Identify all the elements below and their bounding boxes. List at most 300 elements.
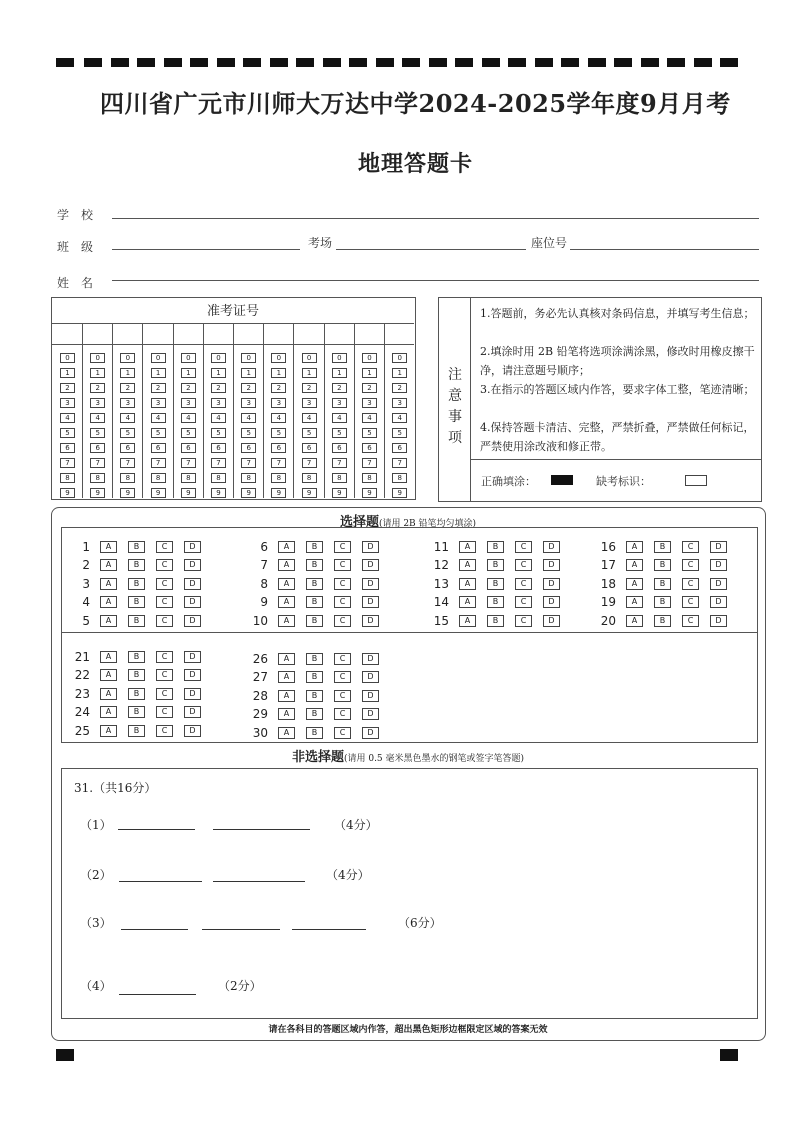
option-bubble[interactable]: D [543, 596, 560, 608]
digit-bubble[interactable]: 7 [151, 458, 166, 468]
question-number: 25 [74, 723, 90, 738]
digit-bubble[interactable]: 2 [211, 383, 226, 393]
option-bubble[interactable]: A [100, 651, 117, 663]
dash-mark [323, 58, 341, 67]
option-bubble[interactable]: C [515, 596, 532, 608]
option-bubble[interactable]: A [100, 578, 117, 590]
option-bubble[interactable]: A [278, 559, 295, 571]
option-bubble[interactable]: B [487, 559, 504, 571]
digit-bubble[interactable]: 8 [271, 473, 286, 483]
divider [470, 298, 471, 501]
option-bubble[interactable]: A [626, 541, 643, 553]
digit-bubble[interactable]: 9 [271, 488, 286, 498]
digit-bubble[interactable]: 5 [271, 428, 286, 438]
option-bubble[interactable]: D [184, 669, 201, 681]
option-bubble[interactable]: B [306, 541, 323, 553]
option-bubble[interactable]: A [459, 541, 476, 553]
digit-bubble[interactable]: 8 [241, 473, 256, 483]
option-bubble[interactable]: B [128, 615, 145, 627]
option-bubble[interactable]: D [710, 578, 727, 590]
digit-bubble[interactable]: 1 [332, 368, 347, 378]
digit-bubble[interactable]: 1 [271, 368, 286, 378]
digit-bubble[interactable]: 0 [120, 353, 135, 363]
digit-bubble[interactable]: 9 [60, 488, 75, 498]
option-bubble[interactable]: A [278, 541, 295, 553]
registration-mark [56, 1049, 74, 1061]
option-bubble[interactable]: B [654, 596, 671, 608]
admission-digit-write-cell[interactable] [384, 324, 414, 345]
option-bubble[interactable]: D [362, 671, 379, 683]
option-bubble[interactable]: C [334, 653, 351, 665]
digit-bubble[interactable]: 7 [362, 458, 377, 468]
option-bubble[interactable]: D [184, 688, 201, 700]
digit-bubble[interactable]: 8 [332, 473, 347, 483]
option-bubble[interactable]: C [334, 578, 351, 590]
digit-bubble[interactable]: 0 [181, 353, 196, 363]
option-bubble[interactable]: C [515, 578, 532, 590]
option-bubble[interactable]: B [306, 653, 323, 665]
option-bubble[interactable]: C [156, 559, 173, 571]
answer-blank[interactable] [202, 929, 280, 930]
page-subtitle: 地理答题卡 [358, 151, 474, 177]
digit-bubble[interactable]: 1 [120, 368, 135, 378]
option-bubble[interactable]: B [306, 727, 323, 739]
digit-bubble[interactable]: 2 [241, 383, 256, 393]
class-field[interactable] [112, 249, 300, 250]
option-bubble[interactable]: C [156, 706, 173, 718]
seat-field[interactable] [570, 249, 759, 250]
digit-bubble[interactable]: 3 [120, 398, 135, 408]
option-bubble[interactable]: A [278, 690, 295, 702]
digit-bubble[interactable]: 5 [151, 428, 166, 438]
option-bubble[interactable]: A [278, 671, 295, 683]
option-bubble[interactable]: D [710, 559, 727, 571]
digit-bubble[interactable]: 6 [392, 443, 407, 453]
option-bubble[interactable]: D [184, 725, 201, 737]
option-bubble[interactable]: A [100, 669, 117, 681]
answer-blank[interactable] [119, 881, 202, 882]
digit-bubble[interactable]: 4 [151, 413, 166, 423]
digit-bubble[interactable]: 3 [241, 398, 256, 408]
digit-bubble[interactable]: 6 [151, 443, 166, 453]
digit-bubble[interactable]: 2 [90, 383, 105, 393]
question-number: 27 [252, 670, 268, 685]
digit-bubble[interactable]: 5 [362, 428, 377, 438]
choice-hint: (请用 2B 铅笔均匀填涂) [378, 519, 477, 529]
answer-blank[interactable] [119, 994, 196, 995]
admission-digit-write-cell[interactable] [112, 324, 142, 345]
digit-bubble[interactable]: 0 [332, 353, 347, 363]
option-bubble[interactable]: B [128, 596, 145, 608]
digit-bubble[interactable]: 6 [120, 443, 135, 453]
option-bubble[interactable]: B [128, 669, 145, 681]
option-bubble[interactable]: A [278, 615, 295, 627]
digit-bubble[interactable]: 8 [211, 473, 226, 483]
option-bubble[interactable]: D [710, 596, 727, 608]
choice-question-row [66, 720, 212, 738]
digit-bubble[interactable]: 8 [302, 473, 317, 483]
option-bubble[interactable]: C [334, 596, 351, 608]
digit-bubble[interactable]: 6 [60, 443, 75, 453]
option-bubble[interactable]: B [128, 688, 145, 700]
option-bubble[interactable]: C [156, 669, 173, 681]
option-bubble[interactable]: A [100, 541, 117, 553]
digit-bubble[interactable]: 7 [181, 458, 196, 468]
option-bubble[interactable]: A [278, 708, 295, 720]
option-bubble[interactable]: B [306, 708, 323, 720]
name-field[interactable] [112, 280, 759, 281]
digit-bubble[interactable]: 4 [332, 413, 347, 423]
option-bubble[interactable]: B [306, 596, 323, 608]
digit-bubble[interactable]: 4 [60, 413, 75, 423]
digit-bubble[interactable]: 5 [302, 428, 317, 438]
dash-mark [482, 58, 500, 67]
digit-bubble[interactable]: 1 [241, 368, 256, 378]
digit-bubble[interactable]: 6 [241, 443, 256, 453]
digit-bubble[interactable]: 6 [90, 443, 105, 453]
digit-bubble[interactable]: 2 [362, 383, 377, 393]
digit-bubble[interactable]: 3 [362, 398, 377, 408]
option-bubble[interactable]: C [682, 578, 699, 590]
digit-bubble[interactable]: 9 [181, 488, 196, 498]
absent-label: 缺考标识： [596, 475, 651, 488]
digit-bubble[interactable]: 1 [362, 368, 377, 378]
digit-bubble[interactable]: 3 [332, 398, 347, 408]
choice-question-row [66, 665, 212, 683]
digit-bubble[interactable]: 9 [332, 488, 347, 498]
option-bubble[interactable]: B [654, 578, 671, 590]
option-bubble[interactable]: B [306, 671, 323, 683]
registration-mark [720, 1049, 738, 1061]
option-bubble[interactable]: D [184, 596, 201, 608]
option-bubble[interactable]: B [654, 541, 671, 553]
digit-bubble[interactable]: 9 [211, 488, 226, 498]
option-bubble[interactable]: A [459, 559, 476, 571]
digit-bubble[interactable]: 1 [181, 368, 196, 378]
option-bubble[interactable]: A [100, 688, 117, 700]
option-bubble[interactable]: D [362, 653, 379, 665]
option-bubble[interactable]: D [362, 708, 379, 720]
option-bubble[interactable]: C [515, 615, 532, 627]
option-bubble[interactable]: B [654, 615, 671, 627]
option-bubble[interactable]: B [128, 541, 145, 553]
option-bubble[interactable]: A [626, 615, 643, 627]
digit-bubble[interactable]: 4 [241, 413, 256, 423]
digit-bubble[interactable]: 5 [332, 428, 347, 438]
admission-digit-write-cell[interactable] [52, 324, 82, 345]
digit-bubble[interactable]: 0 [151, 353, 166, 363]
option-bubble[interactable]: C [682, 559, 699, 571]
option-bubble[interactable]: D [710, 615, 727, 627]
option-bubble[interactable]: C [334, 690, 351, 702]
digit-bubble[interactable]: 9 [151, 488, 166, 498]
digit-bubble[interactable]: 1 [90, 368, 105, 378]
option-bubble[interactable]: B [487, 578, 504, 590]
option-bubble[interactable]: B [128, 651, 145, 663]
digit-bubble[interactable]: 5 [211, 428, 226, 438]
dash-mark [614, 58, 632, 67]
digit-bubble[interactable]: 4 [362, 413, 377, 423]
digit-bubble[interactable]: 5 [120, 428, 135, 438]
option-bubble[interactable]: A [626, 596, 643, 608]
option-bubble[interactable]: C [515, 541, 532, 553]
digit-bubble[interactable]: 0 [392, 353, 407, 363]
option-bubble[interactable]: A [459, 596, 476, 608]
digit-bubble[interactable]: 1 [151, 368, 166, 378]
answer-blank[interactable] [292, 929, 366, 930]
digit-bubble[interactable]: 5 [181, 428, 196, 438]
option-bubble[interactable]: D [184, 615, 201, 627]
option-bubble[interactable]: A [100, 559, 117, 571]
digit-bubble[interactable]: 8 [392, 473, 407, 483]
digit-bubble[interactable]: 3 [60, 398, 75, 408]
option-bubble[interactable]: C [515, 559, 532, 571]
option-bubble[interactable]: A [100, 596, 117, 608]
choice-question-row [244, 573, 390, 591]
option-bubble[interactable]: C [334, 727, 351, 739]
option-bubble[interactable]: B [487, 615, 504, 627]
digit-bubble[interactable]: 2 [271, 383, 286, 393]
admission-digit-write-cell[interactable] [173, 324, 203, 345]
digit-bubble[interactable]: 8 [151, 473, 166, 483]
digit-bubble[interactable]: 4 [392, 413, 407, 423]
question-number: 16 [600, 539, 616, 554]
option-bubble[interactable]: B [306, 690, 323, 702]
answer-blank[interactable] [121, 929, 188, 930]
digit-bubble[interactable]: 8 [90, 473, 105, 483]
choice-question-row [425, 573, 571, 591]
option-bubble[interactable]: D [362, 541, 379, 553]
option-bubble[interactable]: D [543, 541, 560, 553]
digit-bubble[interactable]: 4 [302, 413, 317, 423]
option-bubble[interactable]: D [362, 596, 379, 608]
option-bubble[interactable]: D [362, 559, 379, 571]
option-bubble[interactable]: C [156, 725, 173, 737]
option-bubble[interactable]: A [459, 578, 476, 590]
digit-bubble[interactable]: 6 [211, 443, 226, 453]
option-bubble[interactable]: B [487, 596, 504, 608]
option-bubble[interactable]: D [184, 578, 201, 590]
digit-bubble[interactable]: 8 [120, 473, 135, 483]
option-bubble[interactable]: C [156, 541, 173, 553]
question-number: 6 [260, 539, 268, 554]
option-bubble[interactable]: C [156, 688, 173, 700]
digit-bubble[interactable]: 6 [271, 443, 286, 453]
admission-digit-write-cell[interactable] [82, 324, 112, 345]
option-bubble[interactable]: D [543, 559, 560, 571]
digit-bubble[interactable]: 1 [211, 368, 226, 378]
digit-bubble[interactable]: 7 [332, 458, 347, 468]
digit-bubble[interactable]: 5 [392, 428, 407, 438]
choice-question-row [66, 646, 212, 664]
option-bubble[interactable]: D [362, 578, 379, 590]
digit-bubble[interactable]: 2 [60, 383, 75, 393]
option-bubble[interactable]: C [334, 559, 351, 571]
digit-bubble[interactable]: 2 [151, 383, 166, 393]
dash-mark [164, 58, 182, 67]
dash-mark [190, 58, 208, 67]
digit-bubble[interactable]: 7 [302, 458, 317, 468]
digit-bubble[interactable]: 9 [241, 488, 256, 498]
digit-bubble[interactable]: 6 [181, 443, 196, 453]
admission-digit-write-cell[interactable] [294, 324, 324, 345]
digit-bubble[interactable]: 6 [362, 443, 377, 453]
digit-bubble[interactable]: 1 [392, 368, 407, 378]
option-bubble[interactable]: B [128, 559, 145, 571]
digit-bubble[interactable]: 1 [302, 368, 317, 378]
digit-bubble[interactable]: 0 [362, 353, 377, 363]
option-bubble[interactable]: D [362, 727, 379, 739]
digit-bubble[interactable]: 2 [120, 383, 135, 393]
option-bubble[interactable]: C [156, 578, 173, 590]
notice-item: 4.保持答题卡清洁、完整，严禁折叠，严禁做任何标记，严禁使用涂改液和修正带。 [480, 421, 755, 453]
option-bubble[interactable]: C [334, 708, 351, 720]
digit-bubble[interactable]: 3 [181, 398, 196, 408]
option-bubble[interactable]: C [334, 615, 351, 627]
digit-bubble[interactable]: 6 [302, 443, 317, 453]
option-bubble[interactable]: C [156, 651, 173, 663]
digit-bubble[interactable]: 0 [60, 353, 75, 363]
option-bubble[interactable]: A [278, 578, 295, 590]
option-bubble[interactable]: D [184, 541, 201, 553]
digit-bubble[interactable]: 9 [90, 488, 105, 498]
choice-question-row [425, 536, 571, 554]
digit-bubble[interactable]: 8 [362, 473, 377, 483]
option-bubble[interactable]: D [362, 615, 379, 627]
admission-digit-write-cell[interactable] [263, 324, 293, 345]
school-field[interactable] [112, 218, 759, 219]
digit-bubble[interactable]: 0 [241, 353, 256, 363]
option-bubble[interactable]: D [362, 690, 379, 702]
digit-bubble[interactable]: 3 [302, 398, 317, 408]
digit-bubble[interactable]: 5 [60, 428, 75, 438]
option-bubble[interactable]: C [156, 615, 173, 627]
option-bubble[interactable]: D [543, 615, 560, 627]
digit-bubble[interactable]: 6 [332, 443, 347, 453]
option-bubble[interactable]: A [100, 615, 117, 627]
notice-box [438, 297, 762, 502]
option-bubble[interactable]: C [334, 541, 351, 553]
digit-bubble[interactable]: 3 [90, 398, 105, 408]
choice-question-row [592, 555, 738, 573]
option-bubble[interactable]: C [682, 541, 699, 553]
digit-bubble[interactable]: 4 [90, 413, 105, 423]
absent-checkbox[interactable] [685, 475, 707, 486]
q31-part-label: （4） [80, 979, 112, 993]
admission-digit-write-cell[interactable] [324, 324, 354, 345]
digit-bubble[interactable]: 2 [392, 383, 407, 393]
option-bubble[interactable]: C [156, 596, 173, 608]
digit-bubble[interactable]: 3 [211, 398, 226, 408]
option-bubble[interactable]: A [626, 559, 643, 571]
admission-digit-write-cell[interactable] [203, 324, 233, 345]
admission-digit-write-cell[interactable] [143, 324, 173, 345]
digit-bubble[interactable]: 0 [90, 353, 105, 363]
admission-digit-write-cell[interactable] [354, 324, 384, 345]
digit-bubble[interactable]: 4 [181, 413, 196, 423]
digit-bubble[interactable]: 7 [211, 458, 226, 468]
digit-bubble[interactable]: 7 [90, 458, 105, 468]
choice-question-row [244, 685, 390, 703]
digit-bubble[interactable]: 5 [241, 428, 256, 438]
admission-digit-write-cell[interactable] [233, 324, 263, 345]
option-bubble[interactable]: A [278, 653, 295, 665]
option-bubble[interactable]: B [306, 615, 323, 627]
digit-bubble[interactable]: 3 [271, 398, 286, 408]
dash-mark [349, 58, 367, 67]
digit-bubble[interactable]: 7 [271, 458, 286, 468]
digit-bubble[interactable]: 0 [302, 353, 317, 363]
option-bubble[interactable]: D [543, 578, 560, 590]
option-bubble[interactable]: B [128, 578, 145, 590]
admission-digit-column [324, 324, 355, 498]
digit-bubble[interactable]: 4 [271, 413, 286, 423]
digit-bubble[interactable]: 8 [60, 473, 75, 483]
option-bubble[interactable]: A [278, 727, 295, 739]
digit-bubble[interactable]: 2 [302, 383, 317, 393]
digit-bubble[interactable]: 9 [120, 488, 135, 498]
digit-bubble[interactable]: 9 [362, 488, 377, 498]
digit-bubble[interactable]: 0 [211, 353, 226, 363]
answer-blank[interactable] [213, 881, 305, 882]
option-bubble[interactable]: C [682, 596, 699, 608]
digit-bubble[interactable]: 7 [392, 458, 407, 468]
digit-bubble[interactable]: 5 [90, 428, 105, 438]
digit-bubble[interactable]: 7 [120, 458, 135, 468]
option-bubble[interactable]: A [626, 578, 643, 590]
option-bubble[interactable]: B [128, 706, 145, 718]
option-bubble[interactable]: D [184, 706, 201, 718]
digit-bubble[interactable]: 2 [181, 383, 196, 393]
option-bubble[interactable]: B [487, 541, 504, 553]
digit-bubble[interactable]: 2 [332, 383, 347, 393]
option-bubble[interactable]: A [100, 706, 117, 718]
nonchoice-area [61, 768, 758, 1019]
option-bubble[interactable]: B [306, 559, 323, 571]
dash-mark [376, 58, 394, 67]
digit-bubble[interactable]: 3 [151, 398, 166, 408]
option-bubble[interactable]: D [710, 541, 727, 553]
digit-bubble[interactable]: 9 [392, 488, 407, 498]
exam-room-field[interactable] [336, 249, 526, 250]
answer-blank[interactable] [213, 829, 310, 830]
choice-question-row [244, 722, 390, 740]
digit-bubble[interactable]: 4 [211, 413, 226, 423]
digit-bubble[interactable]: 7 [241, 458, 256, 468]
option-bubble[interactable]: C [334, 671, 351, 683]
digit-bubble[interactable]: 8 [181, 473, 196, 483]
digit-bubble[interactable]: 4 [120, 413, 135, 423]
option-bubble[interactable]: A [278, 596, 295, 608]
footer-warning: 请在各科目的答题区域内作答，超出黑色矩形边框限定区域的答案无效 [268, 1025, 548, 1035]
answer-blank[interactable] [118, 829, 195, 830]
question-number: 29 [252, 707, 268, 722]
digit-bubble[interactable]: 1 [60, 368, 75, 378]
digit-bubble[interactable]: 9 [302, 488, 317, 498]
option-bubble[interactable]: B [128, 725, 145, 737]
option-bubble[interactable]: B [306, 578, 323, 590]
option-bubble[interactable]: A [459, 615, 476, 627]
admission-title: 准考证号 [206, 304, 259, 319]
digit-bubble[interactable]: 0 [271, 353, 286, 363]
option-bubble[interactable]: D [184, 651, 201, 663]
option-bubble[interactable]: C [682, 615, 699, 627]
digit-bubble[interactable]: 7 [60, 458, 75, 468]
option-bubble[interactable]: D [184, 559, 201, 571]
option-bubble[interactable]: B [654, 559, 671, 571]
digit-bubble[interactable]: 3 [392, 398, 407, 408]
option-bubble[interactable]: A [100, 725, 117, 737]
